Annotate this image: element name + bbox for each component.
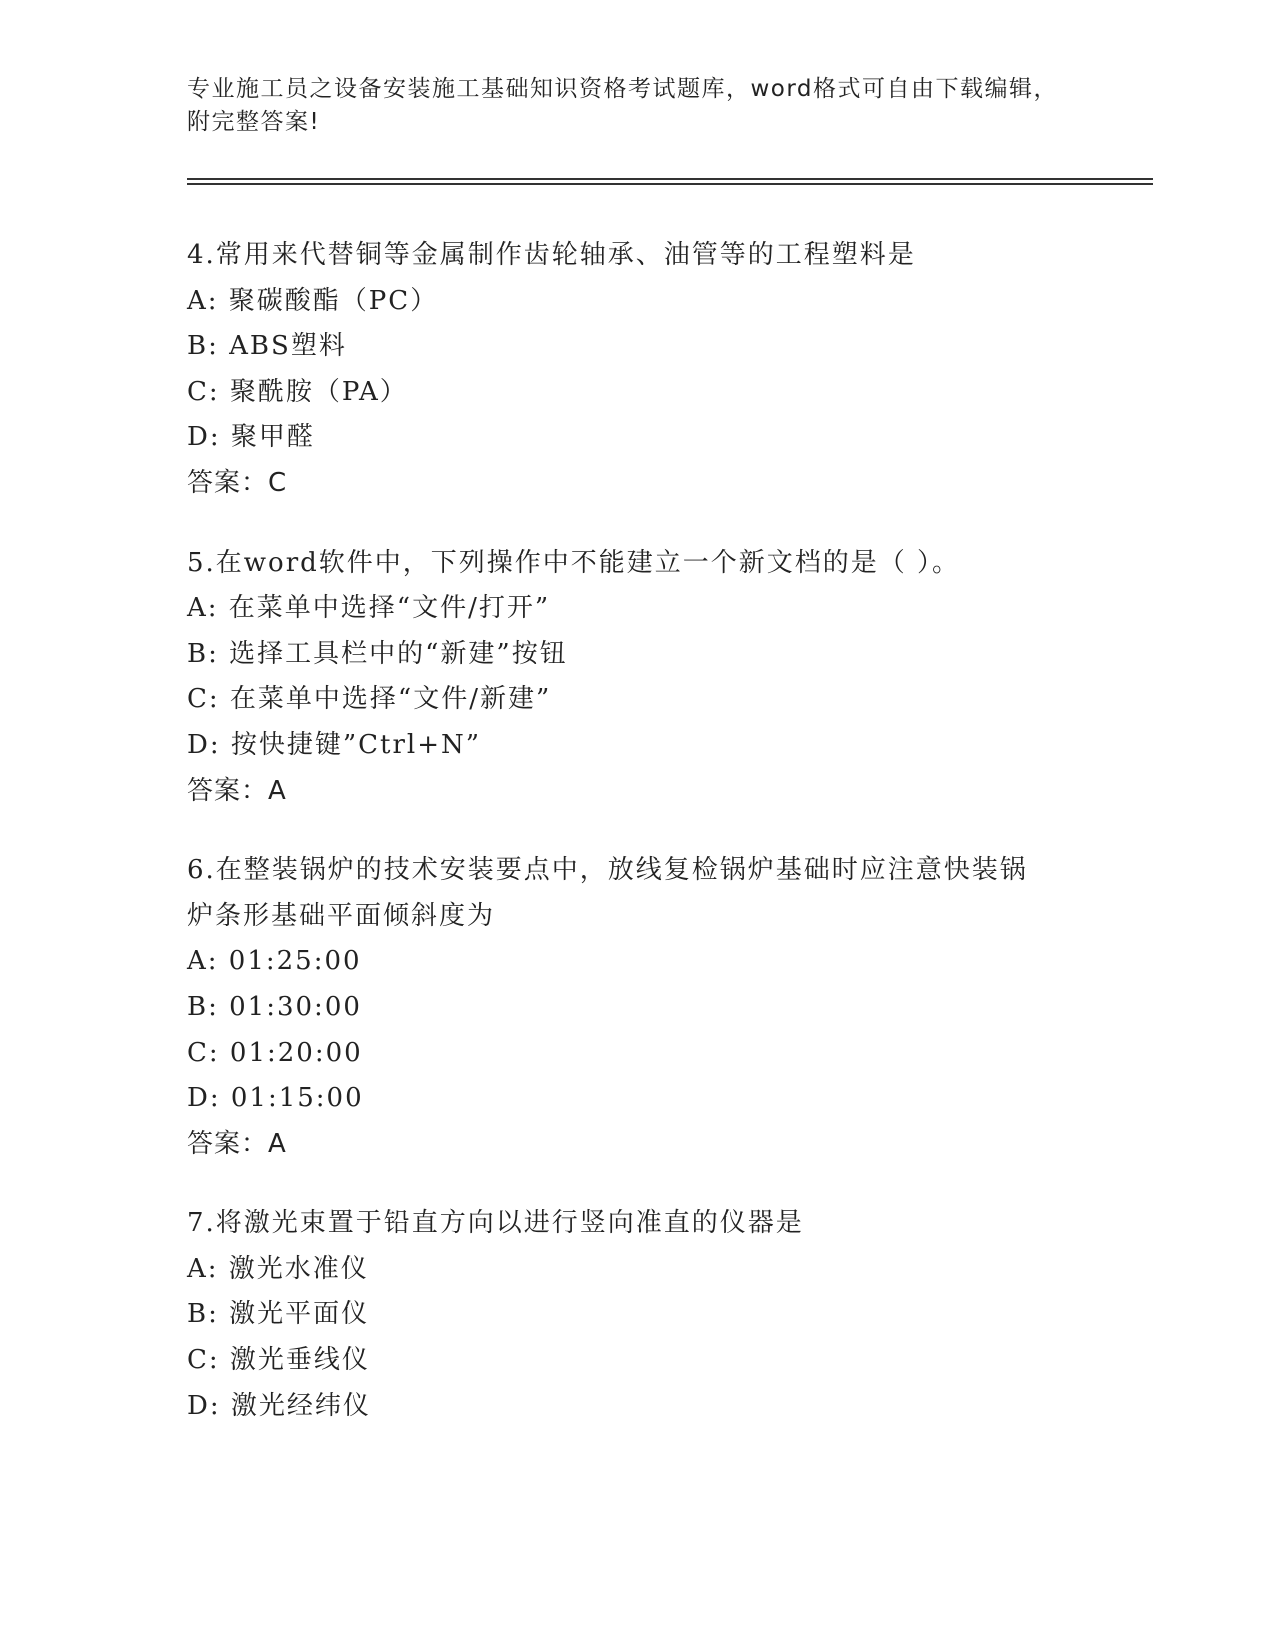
option-b: B: ABS塑料 [187,331,347,362]
question-stem-line-1: 6.在整装锅炉的技术安装要点中，放线复检锅炉基础时应注意快装锅 [187,855,1028,886]
option-b: B: 01:30:00 [187,991,362,1022]
option-a: A: 激光水准仪 [187,1253,369,1284]
question-stem-line-2: 炉条形基础平面倾斜度为 [187,900,496,931]
option-d: D: 01:15:00 [187,1083,364,1114]
question-7 [187,1201,1087,1429]
question-4 [187,233,1087,507]
question-stem: 7.将激光束置于铅直方向以进行竖向准直的仪器是 [187,1208,804,1239]
option-c: C: 聚酰胺（PA） [187,376,408,407]
option-d: D: 聚甲醛 [187,422,315,453]
question-6 [187,848,1087,1167]
question-stem: 5.在word软件中，下列操作中不能建立一个新文档的是（ ）。 [187,547,961,578]
option-a: A: 01:25:00 [187,946,362,977]
option-b: B: 选择工具栏中的“新建”按钮 [187,638,568,669]
option-c: C: 在菜单中选择“文件/新建” [187,684,552,715]
option-a: A: 在菜单中选择“文件/打开” [187,593,551,624]
option-d: D: 激光经纬仪 [187,1390,371,1421]
option-d: D: 按快捷键”Ctrl+N” [187,729,482,760]
header-divider-top [187,178,1153,180]
header-line-2: 附完整答案! [187,109,321,135]
answer-label: 答案：A [187,775,287,806]
document-header [187,73,1087,139]
header-line-1: 专业施工员之设备安装施工基础知识资格考试题库，word格式可自由下载编辑， [187,76,1059,102]
header-divider-bottom [187,183,1153,185]
question-list [187,233,1087,1463]
answer-label: 答案：A [187,1128,287,1159]
question-5 [187,541,1087,815]
option-c: C: 01:20:00 [187,1037,363,1068]
answer-label: 答案：C [187,467,288,498]
option-a: A: 聚碳酸酯（PC） [187,285,439,316]
option-b: B: 激光平面仪 [187,1299,370,1330]
question-stem: 4.常用来代替铜等金属制作齿轮轴承、油管等的工程塑料是 [187,240,916,270]
option-c: C: 激光垂线仪 [187,1345,370,1376]
